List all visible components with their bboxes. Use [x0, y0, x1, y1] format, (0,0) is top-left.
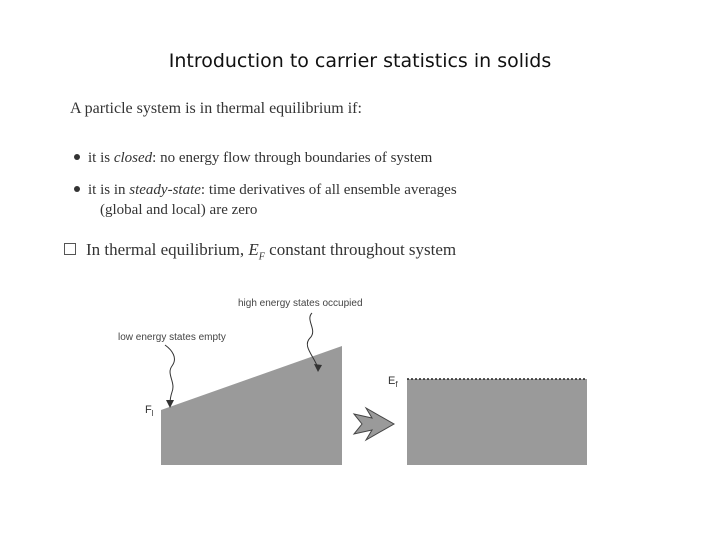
- low-energy-pointer: [165, 345, 174, 404]
- slide-title: Introduction to carrier statistics in solids: [168, 50, 552, 72]
- bullet-prefix: it is in: [88, 182, 130, 198]
- low-energy-label: low energy states empty: [118, 332, 226, 343]
- bullet-rest: : no energy flow through boundaries of system: [152, 150, 433, 166]
- equilibrium-suffix: constant throughout system: [264, 240, 457, 259]
- fermi-symbol-subscript: F: [258, 251, 265, 263]
- bullet-emphasis: closed: [113, 150, 153, 166]
- transition-arrow-icon: [354, 408, 394, 440]
- right-fermi-label: $E_f$: [388, 375, 398, 389]
- bullet-emphasis: steady-state: [129, 182, 201, 198]
- fermi-symbol-letter: E: [248, 240, 259, 259]
- bullet-continuation: (global and local) are zero: [100, 202, 258, 218]
- flat-fermi-region: [407, 379, 587, 465]
- bullet-prefix: it is: [88, 150, 114, 166]
- equilibrium-prefix: In thermal equilibrium,: [86, 240, 249, 259]
- bullet-rest: : time derivatives of all ensemble averages: [200, 182, 457, 198]
- sloped-fermi-region: [161, 346, 342, 465]
- intro-text: A particle system is in thermal equilibrium if:: [70, 100, 362, 117]
- left-fermi-label: $F_l$: [145, 404, 154, 418]
- high-energy-label: high energy states occupied: [238, 298, 363, 309]
